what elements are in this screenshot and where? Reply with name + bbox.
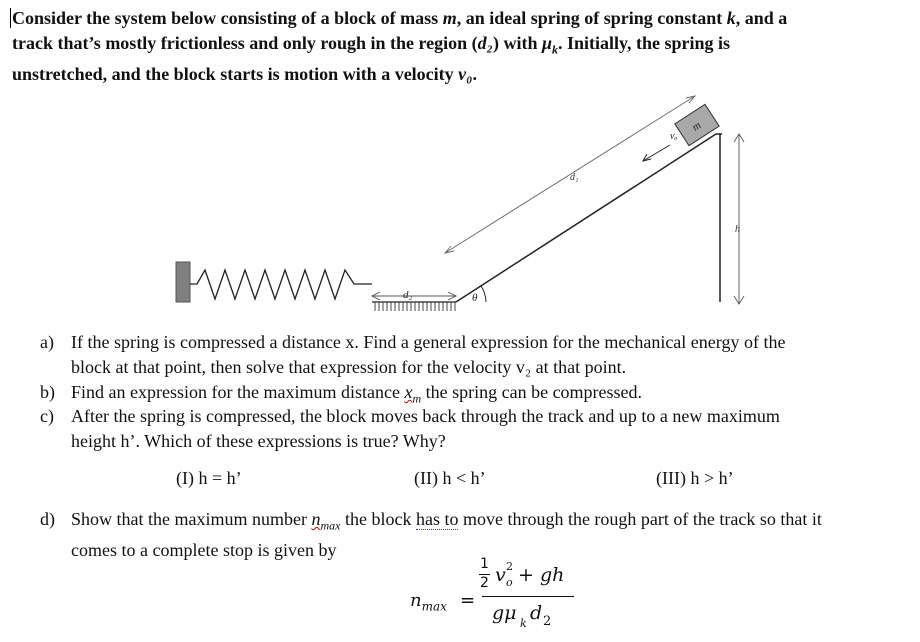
question-c-line1: After the spring is compressed, the block moves back through the track and up to a new maximum [71, 406, 780, 426]
mass-block [675, 104, 719, 145]
v0-label: vₒ [670, 131, 678, 142]
question-d-label: d) [40, 509, 55, 529]
spring [190, 270, 372, 299]
d1-label: d₁ [570, 172, 579, 183]
option-iii: (III) h > h’ [656, 468, 734, 488]
question-c-line2: height h’. Which of these expressions is true? Why? [71, 430, 446, 451]
theta-arc [481, 286, 486, 302]
option-i: (I) h = h’ [176, 468, 242, 488]
theta-label: θ [472, 292, 478, 304]
d2-label: d₂ [403, 289, 413, 301]
wall [176, 262, 190, 302]
problem-intro: Consider the system below consisting of a block of mass m, an ideal spring of spring constant k, and a track that’s mostly frictionless and only rough in the region (d₂) with $\mu_k$. Initially, the spring is unstretched, and the block starts is motion with a velocity v₀. [12, 8, 788, 84]
question-a-label: a) [40, 332, 54, 352]
formula-numerator: 1 2 v 2 o + gh [480, 556, 565, 591]
h-arrow [734, 134, 744, 304]
mass-label: m [690, 119, 704, 134]
question-c-label: c) [40, 406, 54, 426]
text-cursor [10, 8, 11, 28]
question-d-line2: comes to a complete stop is given by [71, 540, 337, 561]
question-b-label: b) [40, 382, 55, 402]
h-label: h [735, 224, 740, 235]
incline [456, 134, 716, 302]
question-a-line1: If the spring is compressed a distance x. Find a general expression for the mechanical energy of the [71, 332, 786, 352]
nmax-formula: $n_{max}$ = 1 2 v 2 o + gh gμ k d 2 [400, 550, 600, 642]
option-ii: (II) h < h’ [414, 468, 486, 488]
v0-arrow [643, 145, 670, 161]
d2-arrow [372, 292, 456, 300]
track-diagram [0, 80, 920, 325]
rough-hatch [375, 302, 455, 311]
formula-denominator: gμ k d 2 [492, 602, 552, 630]
fraction-bar [482, 596, 574, 597]
question-a-line2: block at that point, then solve that expression for the velocity v₂ at that point. [71, 356, 627, 377]
